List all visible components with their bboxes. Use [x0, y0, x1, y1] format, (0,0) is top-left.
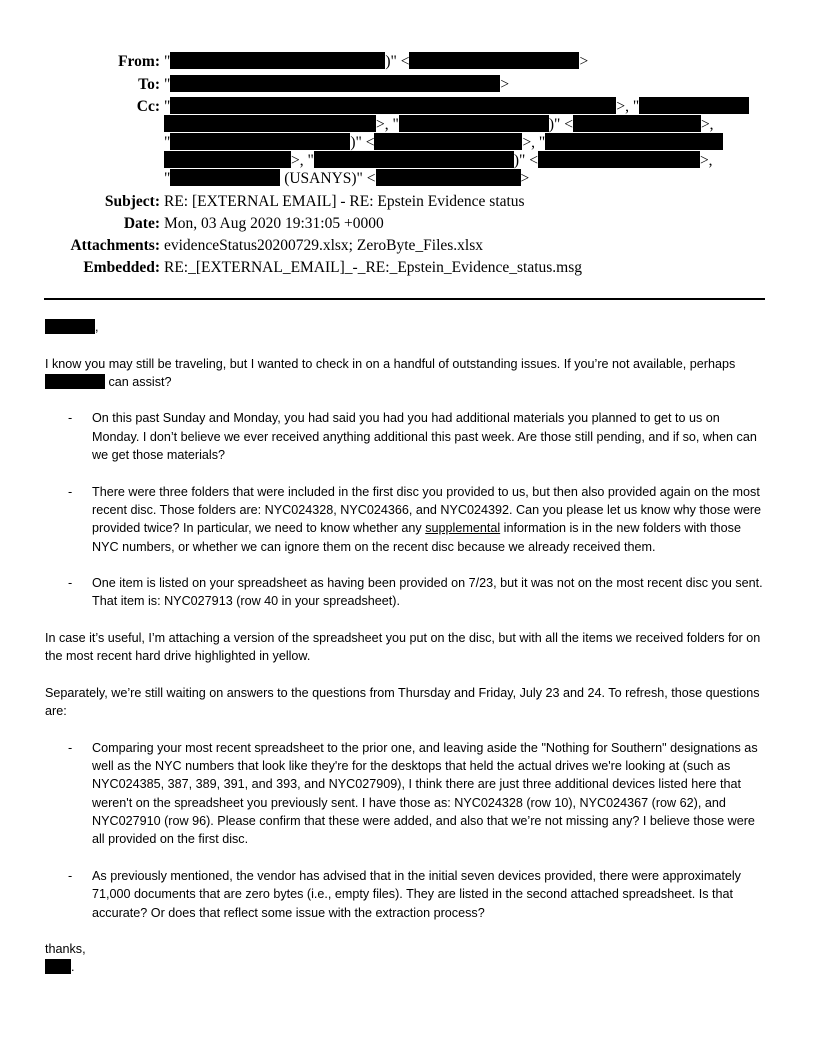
to-value: " >	[164, 76, 510, 93]
date-value: Mon, 03 Aug 2020 19:31:05 +0000	[164, 215, 384, 232]
redaction	[376, 169, 521, 186]
redaction	[170, 52, 385, 69]
redaction	[399, 115, 549, 132]
redaction	[170, 97, 616, 114]
cc-line-4: >, " )" < >,	[164, 151, 713, 171]
list-item: - One item is listed on your spreadsheet as having been provided on 7/23, but it was not on the most recent disc you sent. That item is: NYC027913 (row 40 in your spreadsheet).	[68, 576, 763, 609]
from-label: From:	[118, 53, 160, 70]
redaction	[45, 374, 105, 389]
redaction	[170, 75, 500, 92]
redaction	[164, 115, 376, 132]
subject-row	[0, 192, 816, 212]
redaction	[164, 151, 291, 168]
paragraph-separately: Separately, we’re still waiting on answers to the questions from Thursday and Friday, July 23 and 24. To refresh, those questions are:	[45, 685, 760, 719]
embedded-row	[0, 258, 816, 278]
list-item: - As previously mentioned, the vendor has advised that in the initial seven devices provided, there were approximately 71,000 documents that are zero bytes (i.e., empty files). They are listed in the second attached spreadsheet. Is that accurate? Or does that reflect some issue with the extraction process?	[68, 868, 741, 920]
redaction	[45, 959, 71, 974]
cc-row-5	[0, 169, 816, 189]
redaction	[45, 319, 95, 334]
embedded-value: RE:_[EXTERNAL_EMAIL]_-_RE:_Epstein_Evidence_status.msg	[164, 259, 583, 276]
paragraph-intro: I know you may still be traveling, but I wanted to check in on a handful of outstanding issues. If you’re not available, perhaps can assist?	[45, 356, 736, 389]
redaction	[170, 169, 280, 186]
to-label: To:	[138, 76, 160, 93]
cc-line-2: >, " )" < >,	[164, 115, 714, 135]
redaction	[170, 133, 350, 150]
cc-row-3	[0, 133, 816, 153]
cc-label: Cc:	[136, 98, 160, 115]
redaction	[545, 133, 723, 150]
embedded-label: Embedded:	[83, 259, 160, 276]
signoff: thanks,	[45, 942, 86, 957]
subject-value: RE: [EXTERNAL EMAIL] - RE: Epstein Evidence status	[164, 193, 525, 210]
date-row	[0, 214, 816, 234]
from-value: " )" < >	[164, 53, 589, 70]
attachments-value: evidenceStatus20200729.xlsx; ZeroByte_Files.xlsx	[164, 237, 484, 254]
subject-label: Subject:	[104, 193, 160, 210]
list-item: - There were three folders that were included in the first disc you provided to us, but then also provided again on the most recent disc. Those folders are: NYC024328, NYC024366, and NYC024392. Can you please let us know why those were provided twice? In particular, we need to know whether any supplemental information is in the new folders with those NYC numbers, or whether we can ignore them on the recent disc because we already received them.	[68, 484, 762, 554]
cc-line-1: " >, "	[164, 97, 749, 117]
header-divider	[44, 298, 765, 300]
to-row	[0, 75, 816, 95]
greeting: ,	[45, 318, 767, 336]
list-item: - Comparing your most recent spreadsheet to the prior one, and leaving aside the "Nothing for Southern" designations as well as the NYC numbers that look like they're for the desktops that held the actual drives we're looking at (such as NYC024385, 387, 389, 391, and 393, and NYC027909), I think there are just three additional devices listed here that weren't on the spreadsheet you previously sent. I have those as: NYC024328 (row 10), NYC024367 (row 62), and NYC027910 (row 96). Please confirm that these were added, and also that we’re not missing any? I believe those were all provided on the first disc.	[68, 740, 758, 847]
redaction	[538, 151, 700, 168]
cc-row	[0, 97, 816, 117]
date-label: Date:	[123, 215, 160, 232]
redaction	[639, 97, 749, 114]
email-body	[45, 318, 767, 977]
cc-line-3: " )" < >, "	[164, 133, 723, 153]
attachments-label: Attachments:	[70, 237, 160, 254]
paragraph-attachment: In case it’s useful, I’m attaching a version of the spreadsheet you put on the disc, but with all the items we received folders for on the most recent hard drive highlighted in yellow.	[45, 631, 761, 664]
attachments-row	[0, 236, 816, 256]
redaction	[374, 133, 522, 150]
redaction	[573, 115, 701, 132]
redaction	[409, 52, 579, 69]
cc-line-5: " (USANYS)" < >	[164, 170, 530, 187]
signature: .	[45, 958, 767, 976]
list-item: - On this past Sunday and Monday, you had said you had you had additional materials you planned to get to us on Monday. I don’t believe we ever received anything additional this past week. Are those still pending, and if so, when can we get those materials?	[68, 411, 757, 463]
from-row	[0, 52, 816, 72]
cc-row-4	[0, 151, 816, 171]
cc-row-2	[0, 115, 816, 135]
redaction	[314, 151, 514, 168]
